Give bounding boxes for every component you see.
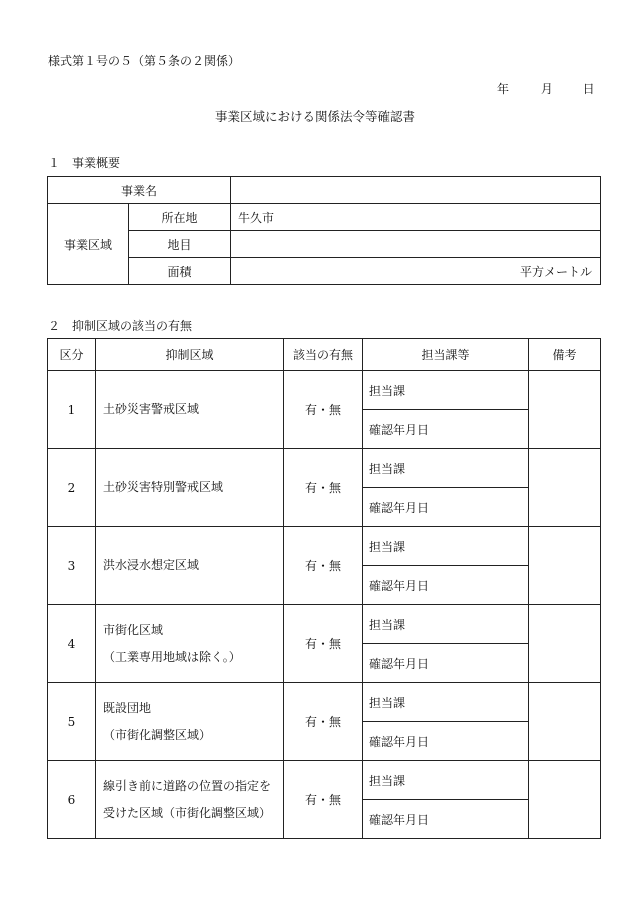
column-header-restriction-area: 抑制区域 xyxy=(96,339,284,371)
row-number: 1 xyxy=(48,371,96,449)
department-field[interactable]: 担当課 xyxy=(363,449,529,488)
date-year: 年 xyxy=(497,82,510,96)
confirmation-date-field[interactable]: 確認年月日 xyxy=(363,566,529,605)
applicable-choice[interactable]: 有・無 xyxy=(284,527,363,605)
land-category-label: 地目 xyxy=(129,231,231,258)
area-size-field[interactable]: 平方メートル xyxy=(231,258,601,285)
location-field[interactable]: 牛久市 xyxy=(231,204,601,231)
restriction-area-name xyxy=(96,527,284,605)
project-name-field[interactable] xyxy=(231,177,601,204)
restriction-area-line: 土砂災害特別警戒区域 xyxy=(103,480,224,494)
confirmation-date-field[interactable]: 確認年月日 xyxy=(363,722,529,761)
applicable-choice[interactable]: 有・無 xyxy=(284,371,363,449)
table-row xyxy=(48,761,601,800)
row-number: 5 xyxy=(48,683,96,761)
column-header-category: 区分 xyxy=(48,339,96,371)
table-row xyxy=(48,527,601,566)
land-category-field[interactable] xyxy=(231,231,601,258)
applicable-choice[interactable]: 有・無 xyxy=(284,605,363,683)
department-field[interactable]: 担当課 xyxy=(363,683,529,722)
restriction-area-line: 受けた区域（市街化調整区域） xyxy=(103,805,272,820)
remarks-field[interactable] xyxy=(529,371,601,449)
department-field[interactable]: 担当課 xyxy=(363,605,529,644)
project-overview-table xyxy=(47,176,601,285)
department-field[interactable]: 担当課 xyxy=(363,761,529,800)
column-header-department: 担当課等 xyxy=(363,339,529,371)
section2-heading: ２ 抑制区域の該当の有無 xyxy=(48,319,193,333)
remarks-field[interactable] xyxy=(529,683,601,761)
restriction-area-line: 線引き前に道路の位置の指定を xyxy=(103,778,272,793)
remarks-field[interactable] xyxy=(529,761,601,839)
date-month: 月 xyxy=(540,82,553,96)
table-row xyxy=(48,683,601,722)
date-line xyxy=(497,80,595,97)
confirmation-date-field[interactable]: 確認年月日 xyxy=(363,800,529,839)
department-field[interactable]: 担当課 xyxy=(363,527,529,566)
area-size-label: 面積 xyxy=(129,258,231,285)
restriction-area-name xyxy=(96,371,284,449)
restriction-area-line: （工業専用地域は除く。） xyxy=(103,649,241,664)
row-number: 2 xyxy=(48,449,96,527)
confirmation-date-field[interactable]: 確認年月日 xyxy=(363,488,529,527)
column-header-remarks: 備考 xyxy=(529,339,601,371)
remarks-field[interactable] xyxy=(529,527,601,605)
restriction-area-line: 洪水浸水想定区域 xyxy=(103,558,200,572)
remarks-field[interactable] xyxy=(529,605,601,683)
document-title: 事業区域における関係法令等確認書 xyxy=(214,109,415,124)
row-number: 3 xyxy=(48,527,96,605)
remarks-field[interactable] xyxy=(529,449,601,527)
section1-heading: １ 事業概要 xyxy=(48,156,121,170)
department-field[interactable]: 担当課 xyxy=(363,371,529,410)
restriction-area-name xyxy=(96,449,284,527)
restriction-area-table xyxy=(47,338,601,839)
confirmation-date-field[interactable]: 確認年月日 xyxy=(363,644,529,683)
table-row xyxy=(48,449,601,488)
column-header-applicable: 該当の有無 xyxy=(284,339,363,371)
confirmation-date-field[interactable]: 確認年月日 xyxy=(363,410,529,449)
form-number: 様式第１号の５（第５条の２関係） xyxy=(48,54,241,68)
restriction-area-name xyxy=(96,605,284,683)
row-number: 4 xyxy=(48,605,96,683)
project-area-label: 事業区域 xyxy=(48,204,129,285)
restriction-area-line: 既設団地 xyxy=(103,700,152,715)
applicable-choice[interactable]: 有・無 xyxy=(284,761,363,839)
restriction-area-name xyxy=(96,761,284,839)
table-row xyxy=(48,605,601,644)
restriction-area-line: 市街化区域 xyxy=(103,622,164,637)
restriction-area-line: （市街化調整区域） xyxy=(103,727,212,742)
date-day: 日 xyxy=(582,82,595,96)
table-row xyxy=(48,371,601,410)
applicable-choice[interactable]: 有・無 xyxy=(284,683,363,761)
restriction-area-name xyxy=(96,683,284,761)
row-number: 6 xyxy=(48,761,96,839)
restriction-area-line: 土砂災害警戒区域 xyxy=(103,402,200,416)
location-label: 所在地 xyxy=(129,204,231,231)
applicable-choice[interactable]: 有・無 xyxy=(284,449,363,527)
project-name-label: 事業名 xyxy=(48,177,231,204)
